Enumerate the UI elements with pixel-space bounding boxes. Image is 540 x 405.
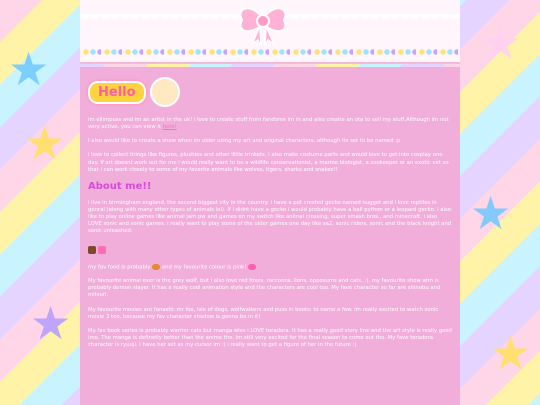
background-star-icon: ★	[24, 116, 66, 170]
intro-paragraph-1: im ellimpuss and im an artist in the uk! i love to create stuff from fandoms im in and also creatie an ota to sell my stuff.Although im not very active, you can view it here!	[88, 117, 449, 131]
hello-banner	[88, 75, 452, 109]
pink-bow-icon	[232, 0, 294, 46]
background-star-icon: ★	[8, 42, 50, 96]
cat-icon	[98, 246, 106, 254]
hello-badge-icon: Hello	[88, 81, 146, 104]
food-icon	[152, 264, 160, 270]
favorites-books: My fav book series is probably warrior cats but manga wise i LOVE toradora. It has a really good story line and the art style is really good imo. The manga is definetly better than the anime tho. im still very excited for the final season to come out tho. My fave toradora character is ryuuji. i have her set as my cursor im :) i really want to get a figure of her in the future :)	[88, 327, 452, 349]
pink-heart-icon	[248, 264, 256, 270]
shop-link[interactable]: here!	[162, 124, 177, 131]
intro-paragraph-2: I also would like to create a show when im older using my art and original characters, although its set to be named :p	[88, 138, 401, 145]
favorites-animal: My favourite animal ever is the grey wolf, but i also love red foxes, raccoons, lions, opposums and cats. :). my favourite show atm is probably demon slayer. It has a really cool animation style and the characters are cool too. My fave character so far are shinobu and mitsuri.	[88, 278, 441, 299]
background-star-icon: ★	[480, 16, 522, 70]
background-star-icon: ★	[470, 186, 512, 240]
background-star-icon: ★	[30, 296, 72, 350]
favorites-movies: My favourite movies are fanastic mr fox, isle of dogs, wolfwalkers and puss in boots: to name a few. im really excited to watch sonic movie 3 too, because my fav character shadow is gonna be in it!	[88, 306, 439, 320]
character-face-icon	[150, 77, 180, 107]
about-paragraph: i live in birmingham england, the second biggest city in the country. i have a pet crested gecko named nugget and i love reptiles in genral (along with many other types of animals lol). If i didnt have a gecko i would probably have a ball python or a leopard gecko. i also like to play online games like animal jam pw and games on my switch like animal crossing, super smash bros., and minecraft. i also LOVE sonic and sonic games. i really want to play some of the older games one day like sa2, sonic riders, sonic and the black knight and sonic unleashed.	[88, 199, 452, 235]
intro-paragraph-3: i love to collect things like figures, plushies and other little trinkets. i also make costume parts and would love to get into cosplay one day. if art doesnt work out for me i would really want to be a wildlife conservationist, a marine biologist, a zookeeper or an exotic vet so that i can work closely to some of my favorite animals like wolves, tigers, sharks and snakes!!	[88, 152, 449, 173]
favorites-food-colour: my fav food is probably and my favourite colour is pink!	[88, 264, 452, 272]
content-panel	[80, 67, 460, 405]
about-heading: About me!!	[88, 180, 152, 192]
lace-trim	[80, 47, 460, 57]
decorative-icons	[88, 246, 452, 254]
background-star-icon: ★	[490, 326, 532, 380]
sparkle-icon	[88, 246, 96, 254]
